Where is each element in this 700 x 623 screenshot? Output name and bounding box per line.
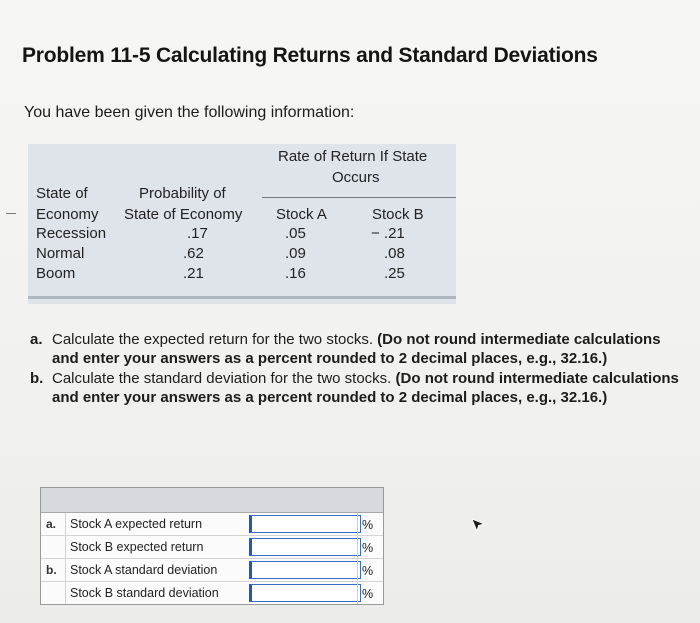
answer-table xyxy=(40,487,384,605)
mouse-pointer-icon xyxy=(470,517,486,533)
percent-unit: % xyxy=(362,587,374,601)
answer-row-label: Stock A standard deviation xyxy=(70,563,218,577)
answer-row-letter: b. xyxy=(46,563,57,577)
row-state: Recession xyxy=(36,225,107,242)
answer-row-letter: a. xyxy=(46,517,57,531)
answer-row-stock-a-stdev xyxy=(41,559,383,582)
question-a-text: Calculate the expected return for the two stocks. xyxy=(52,331,378,348)
question-a-letter: a. xyxy=(30,331,43,348)
row-stock-b: .08 xyxy=(384,245,405,262)
stock-b-expected-return-input[interactable] xyxy=(249,538,361,556)
column-divider xyxy=(65,582,66,604)
stock-a-standard-deviation-input[interactable] xyxy=(249,561,361,579)
row-stock-a: .05 xyxy=(285,225,306,242)
rate-header-line2: Occurs xyxy=(332,169,380,186)
question-b-instructions: (Do not round intermediate calculations and enter your answers as a percent rounded to 2 decimal places, e.g., 32.16.) xyxy=(52,370,679,406)
percent-unit: % xyxy=(362,518,374,532)
margin-dash xyxy=(6,213,16,214)
column-divider xyxy=(357,582,358,604)
row-stock-b: .25 xyxy=(384,265,405,282)
row-prob: .17 xyxy=(187,225,208,242)
column-divider xyxy=(65,559,66,581)
col-state-line1: State of xyxy=(36,185,88,202)
row-prob: .21 xyxy=(183,265,204,282)
rate-header-line1: Rate of Return If State xyxy=(278,148,428,165)
col-stock-a: Stock A xyxy=(276,206,327,223)
question-b-text: Calculate the standard deviation for the two stocks. xyxy=(52,370,396,387)
row-state: Normal xyxy=(36,245,85,262)
answer-row-stock-b-stdev xyxy=(41,582,383,604)
intro-text: You have been given the following information: xyxy=(24,104,355,121)
question-a xyxy=(30,330,690,368)
question-b xyxy=(30,369,690,407)
problem-title: Problem 11-5 Calculating Returns and Standard Deviations xyxy=(22,44,598,67)
col-prob-line2: State of Economy xyxy=(124,206,243,223)
col-stock-b: Stock B xyxy=(372,206,424,223)
column-divider xyxy=(65,513,66,535)
percent-unit: % xyxy=(362,564,374,578)
answer-row-stock-b-expected xyxy=(41,536,383,559)
row-stock-a: .09 xyxy=(285,245,306,262)
questions xyxy=(30,330,690,408)
row-stock-b: − .21 xyxy=(371,225,405,242)
stock-b-standard-deviation-input[interactable] xyxy=(249,584,361,602)
stock-a-expected-return-input[interactable] xyxy=(249,515,361,533)
column-divider xyxy=(357,536,358,558)
question-b-letter: b. xyxy=(30,370,44,387)
row-prob: .62 xyxy=(183,245,204,262)
answer-row-label: Stock A expected return xyxy=(70,517,203,531)
column-divider xyxy=(357,513,358,535)
returns-data-table xyxy=(28,144,456,304)
question-a-instructions: (Do not round intermediate calculations and enter your answers as a percent rounded to 2 decimal places, e.g., 32.16.) xyxy=(52,331,661,367)
row-stock-a: .16 xyxy=(285,265,306,282)
answer-row-label: Stock B standard deviation xyxy=(70,586,219,600)
answer-row-stock-a-expected xyxy=(41,513,383,536)
table-bottom-rule xyxy=(28,296,456,299)
answer-table-header xyxy=(41,488,383,513)
answer-row-label: Stock B expected return xyxy=(70,540,204,554)
col-state-line2: Economy xyxy=(36,206,99,223)
col-prob-line1: Probability of xyxy=(139,185,226,202)
column-divider xyxy=(65,536,66,558)
column-divider xyxy=(357,559,358,581)
header-rule xyxy=(262,197,456,198)
row-state: Boom xyxy=(36,265,76,282)
percent-unit: % xyxy=(362,541,374,555)
